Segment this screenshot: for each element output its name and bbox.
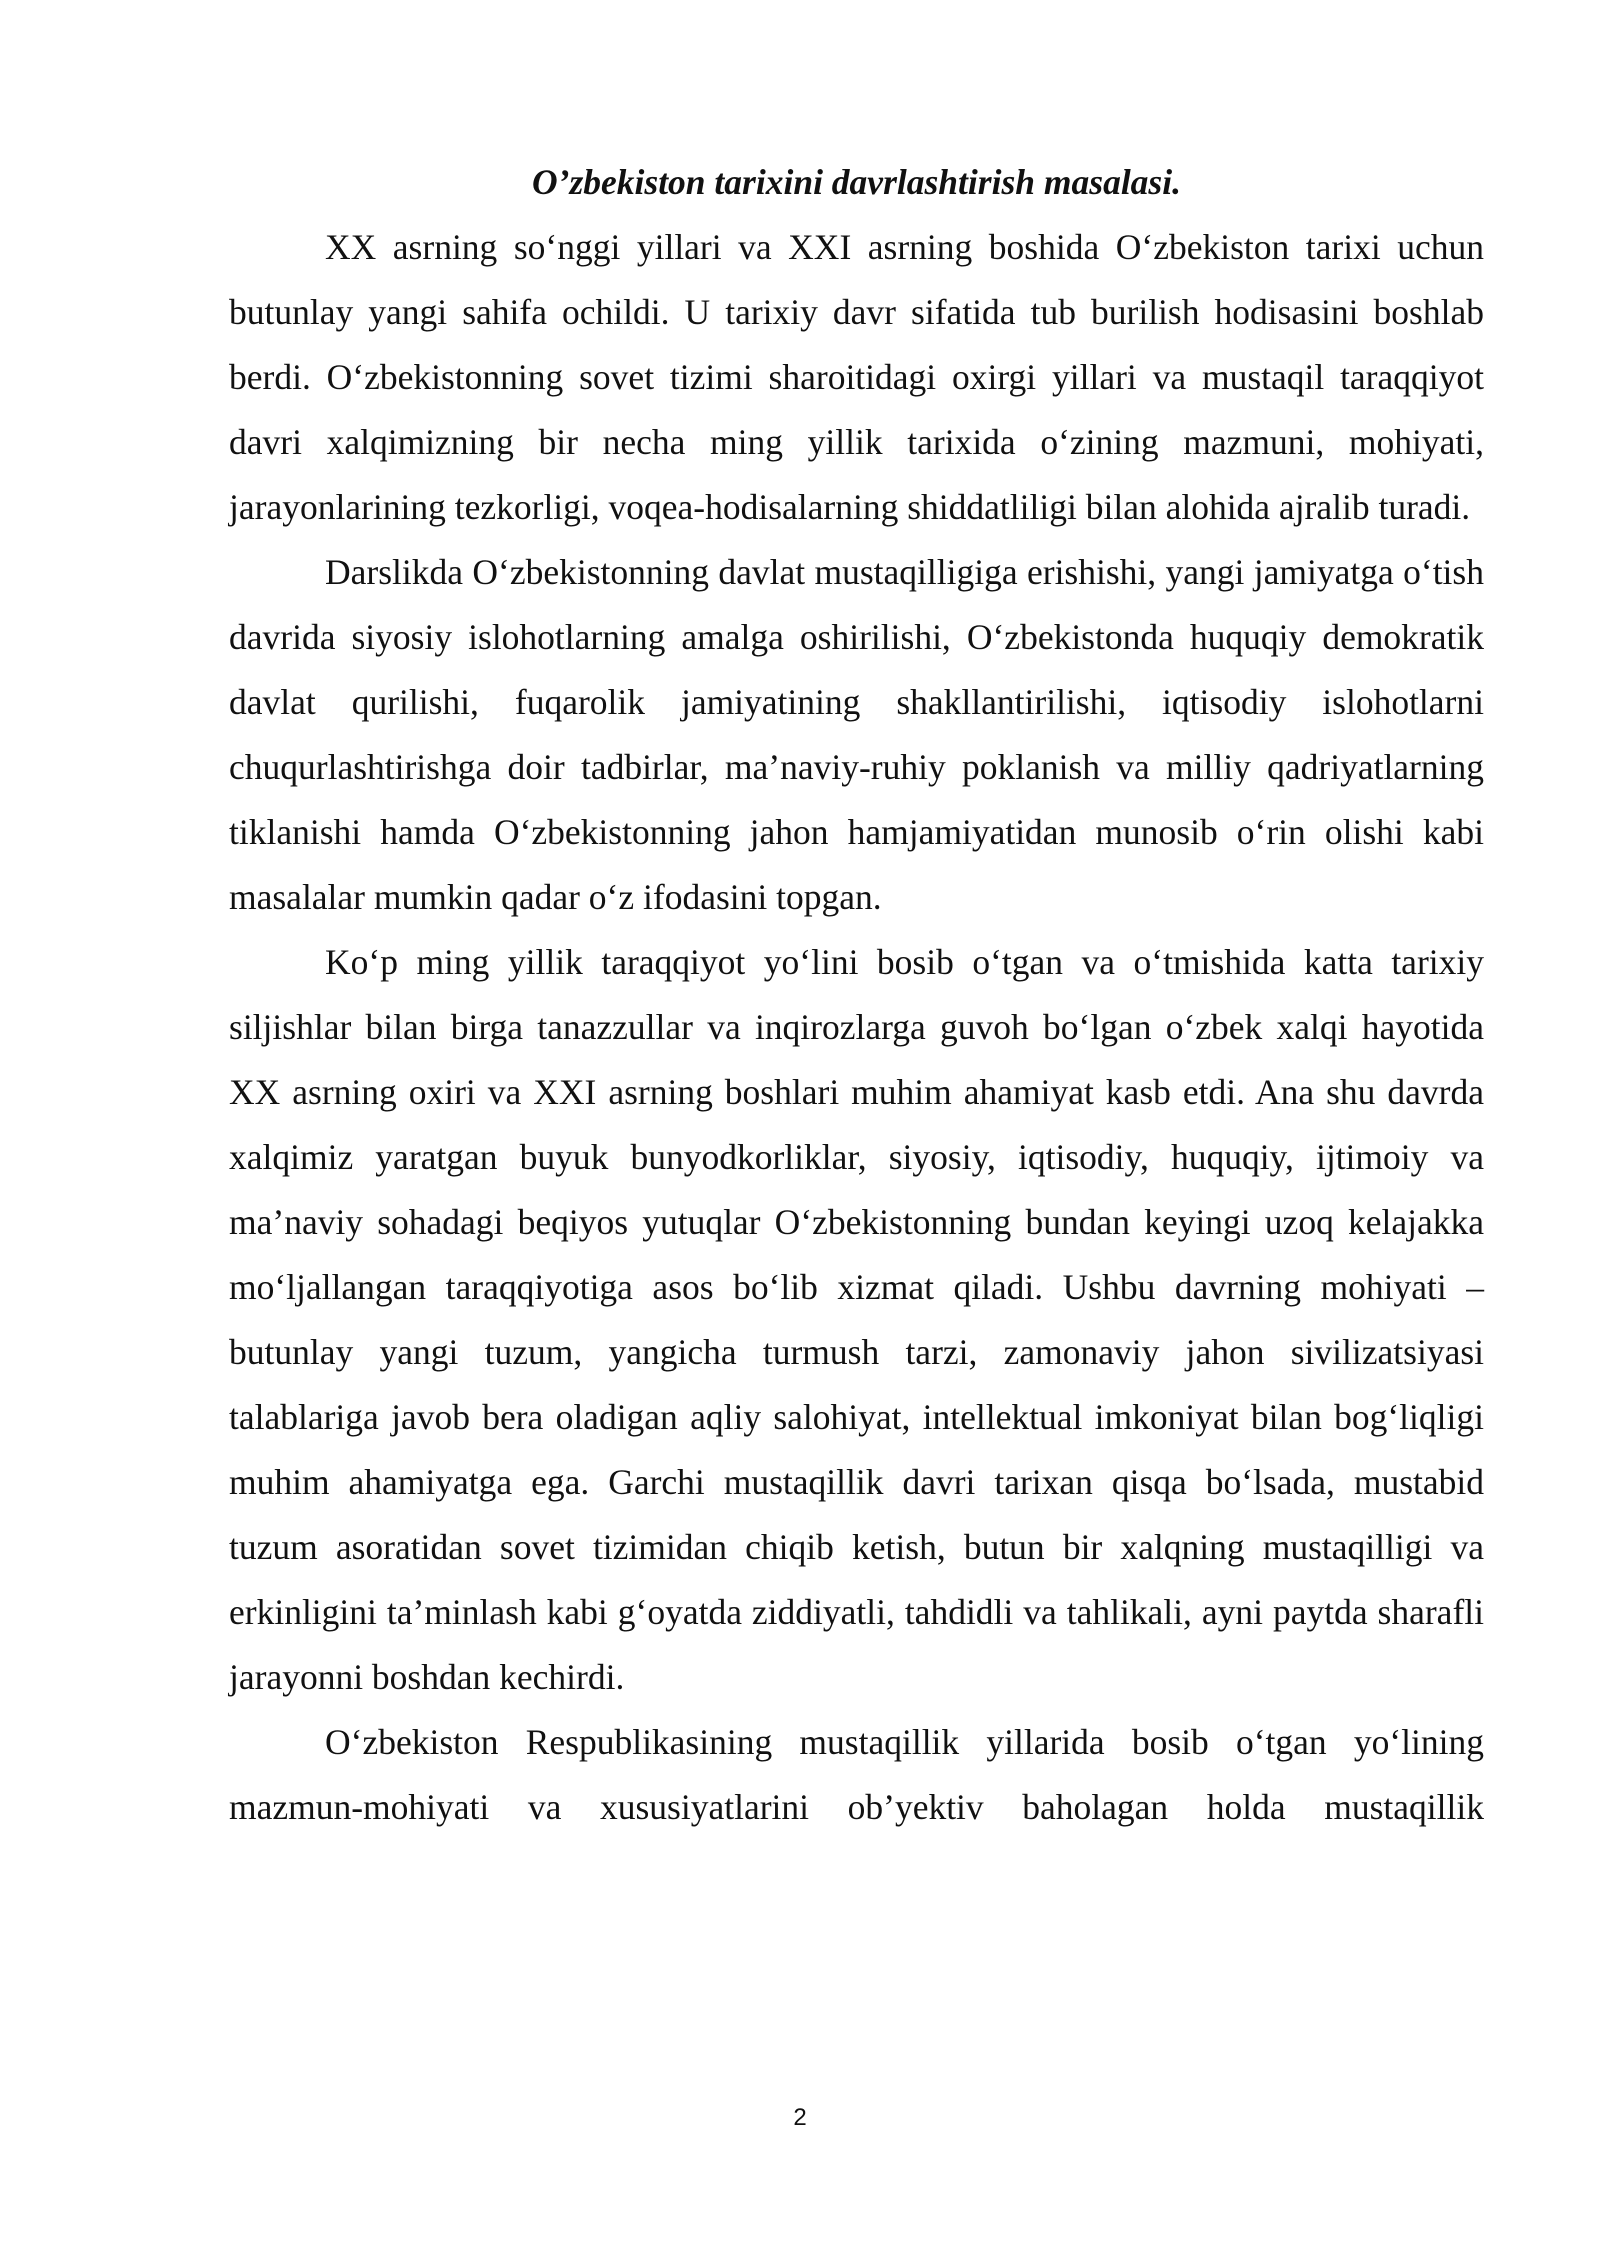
document-body — [229, 150, 1484, 1840]
page-number: 2 — [793, 2104, 807, 2131]
paragraph-2: Darslikda O‘zbekistonning davlat mustaqilligiga erishishi, yangi jamiyatga o‘tish davrida siyosiy islohotlarning amalga oshirilishi, O‘zbekistonda huquqiy demokratik davlat qurilishi, fuqarolik jamiyatining shakllantirilishi, iqtisodiy islohotlarni chuqurlashtirishga doir tadbirlar, ma’naviy-ruhiy poklanish va milliy qadriyatlarning tiklanishi hamda O‘zbekistonning jahon hamjamiyatidan munosib o‘rin olishi kabi masalalar mumkin qadar o‘z ifodasini topgan. — [229, 552, 1484, 917]
paragraph-4: O‘zbekiston Respublikasining mustaqillik yillarida bosib o‘tgan yo‘lining mazmun-mohiyati va xususiyatlarini ob’yektiv baholagan holda mustaqillik — [229, 1722, 1484, 1827]
paragraph-1: XX asrning so‘nggi yillari va XXI asrning boshida O‘zbekiston tarixi uchun butunlay yangi sahifa ochildi. U tarixiy davr sifatida tub burilish hodisasini boshlab berdi. O‘zbekistonning sovet tizimi sharoitidagi oxirgi yillari va mustaqil taraqqiyot davri xalqimizning bir necha ming yillik tarixida o‘zining mazmuni, mohiyati, jarayonlarining tezkorligi, voqea-hodisalarning shiddatliligi bilan alohida ajralib turadi. — [229, 227, 1484, 527]
paragraph-3: Ko‘p ming yillik taraqqiyot yo‘lini bosib o‘tgan va o‘tmishida katta tarixiy siljishlar bilan birga tanazzullar va inqirozlarga guvoh bo‘lgan o‘zbek xalqi hayotida XX asrning oxiri va XXI asrning boshlari muhim ahamiyat kasb etdi. Ana shu davrda xalqimiz yaratgan buyuk bunyodkorliklar, siyosiy, iqtisodiy, huquqiy, ijtimoiy va ma’naviy sohadagi beqiyos yutuqlar O‘zbekistonning bundan keyingi uzoq kelajakka mo‘ljallangan taraqqiyotiga asos bo‘lib xizmat qiladi. Ushbu davrning mohiyati – butunlay yangi tuzum, yangicha turmush tarzi, zamonaviy jahon sivilizatsiyasi talablariga javob bera oladigan aqliy salohiyat, intellektual imkoniyat bilan bog‘liqligi muhim ahamiyatga ega. Garchi mustaqillik davri tarixan qisqa bo‘lsada, mustabid tuzum asoratidan sovet tizimidan chiqib ketish, butun bir xalqning mustaqilligi va erkinligini ta’minlash kabi g‘oyatda ziddiyatli, tahdidli va tahlikali, ayni paytda sharafli jarayonni boshdan kechirdi. — [229, 942, 1484, 1697]
document-title: O’zbekiston tarixini davrlashtirish masalasi. — [531, 162, 1181, 202]
